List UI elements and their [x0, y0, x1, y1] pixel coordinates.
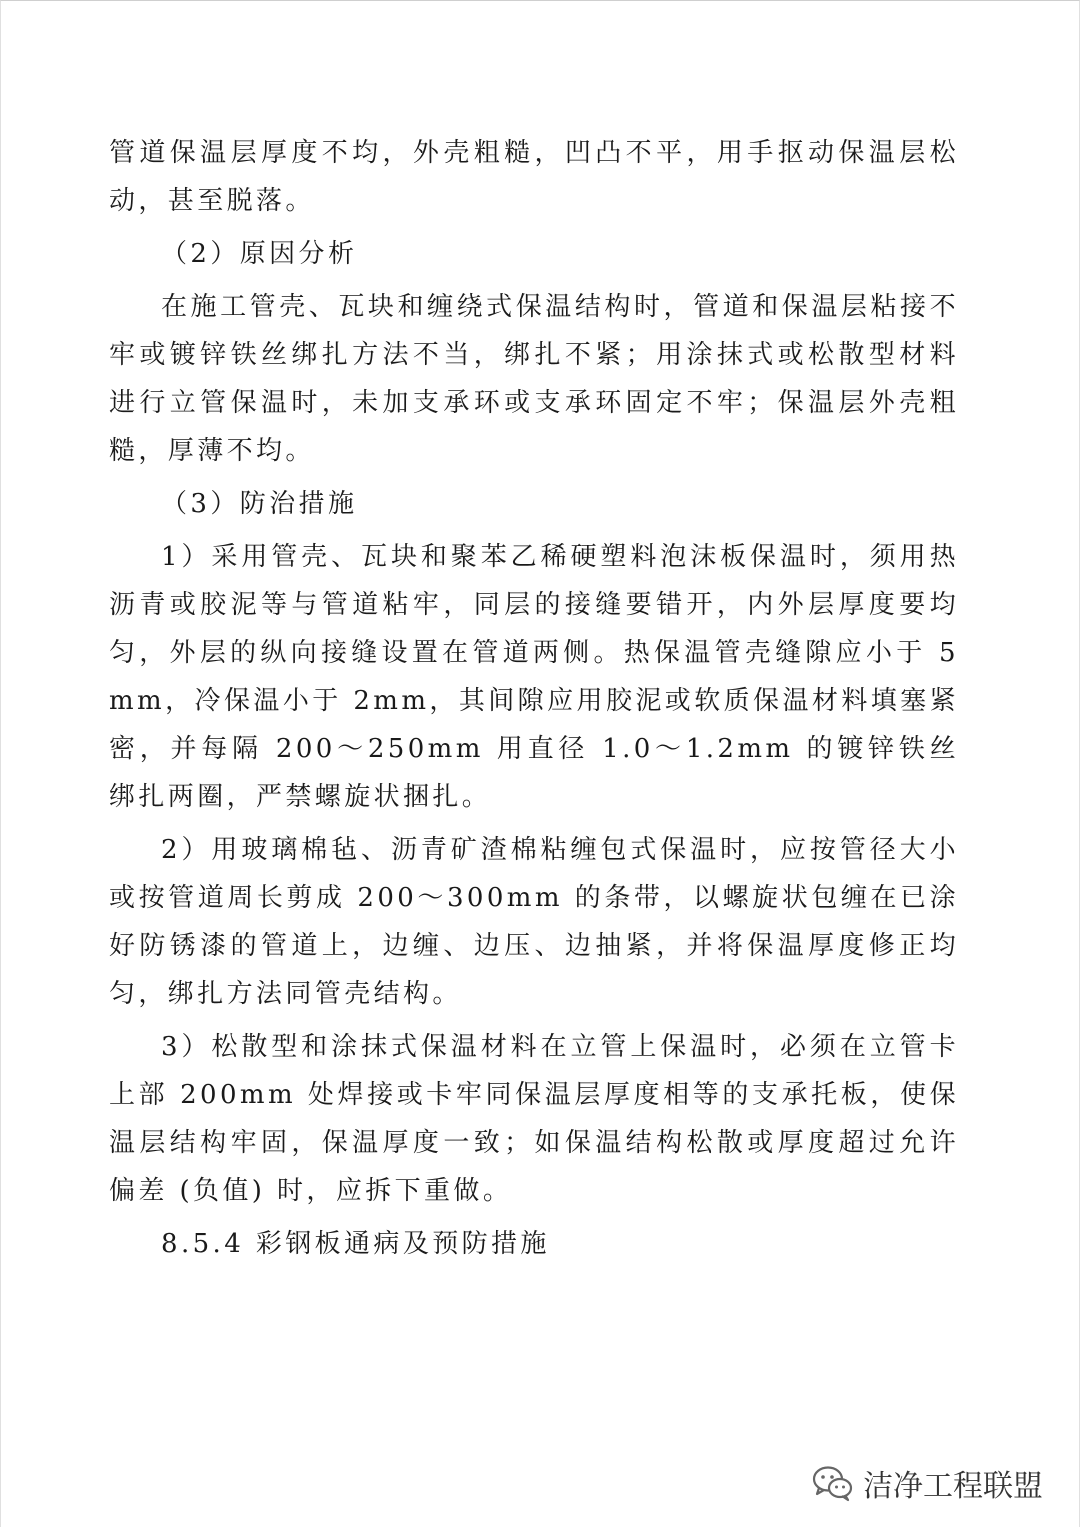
paragraph-measure-1: 1）采用管壳、瓦块和聚苯乙稀硬塑料泡沫板保温时，须用热沥青或胶泥等与管道粘牢，同层的接缝要错开，内外层厚度要均匀，外层的纵向接缝设置在管道两侧。热保温管壳缝隙应小于 5mm，冷保温小于 2mm，其间隙应用胶泥或软质保温材料填塞紧密，并每隔 200～250mm 用直径 1.0～1.2mm 的镀锌铁丝绑扎两圈，严禁螺旋状捆扎。 [109, 542, 959, 812]
document-body [109, 129, 959, 1273]
paragraph-measure-2: 2）用玻璃棉毡、沥青矿渣棉粘缠包式保温时，应按管径大小或按管道周长剪成 200～300mm 的条带，以螺旋状包缠在已涂好防锈漆的管道上，边缠、边压、边抽紧，并将保温厚度修正均匀，绑扎方法同管壳结构。 [109, 835, 959, 1009]
heading-prevention: （3）防治措施 [161, 489, 358, 519]
paragraph-cause: 在施工管壳、瓦块和缠绕式保温结构时，管道和保温层粘接不牢或镀锌铁丝绑扎方法不当，绑扎不紧；用涂抹式或松散型材料进行立管保温时，未加支承环或支承环固定不牢；保温层外壳粗糙，厚薄不均。 [109, 292, 959, 466]
paragraph-measure-3: 3）松散型和涂抹式保温材料在立管上保温时，必须在立管卡上部 200mm 处焊接或卡牢同保温层厚度相等的支承托板，使保温层结构牢固，保温厚度一致；如保温结构松散或厚度超过允许偏差 (负值) 时，应拆下重做。 [109, 1032, 959, 1206]
wechat-icon [811, 1463, 855, 1503]
watermark [811, 1461, 1043, 1505]
watermark-text: 洁净工程联盟 [863, 1469, 1043, 1504]
heading-cause-analysis: （2）原因分析 [161, 239, 358, 269]
paragraph-symptom: 管道保温层厚度不均，外壳粗糙，凹凸不平，用手抠动保温层松动，甚至脱落。 [109, 138, 959, 216]
heading-section-8-5-4: 8.5.4 彩钢板通病及预防措施 [161, 1229, 550, 1259]
